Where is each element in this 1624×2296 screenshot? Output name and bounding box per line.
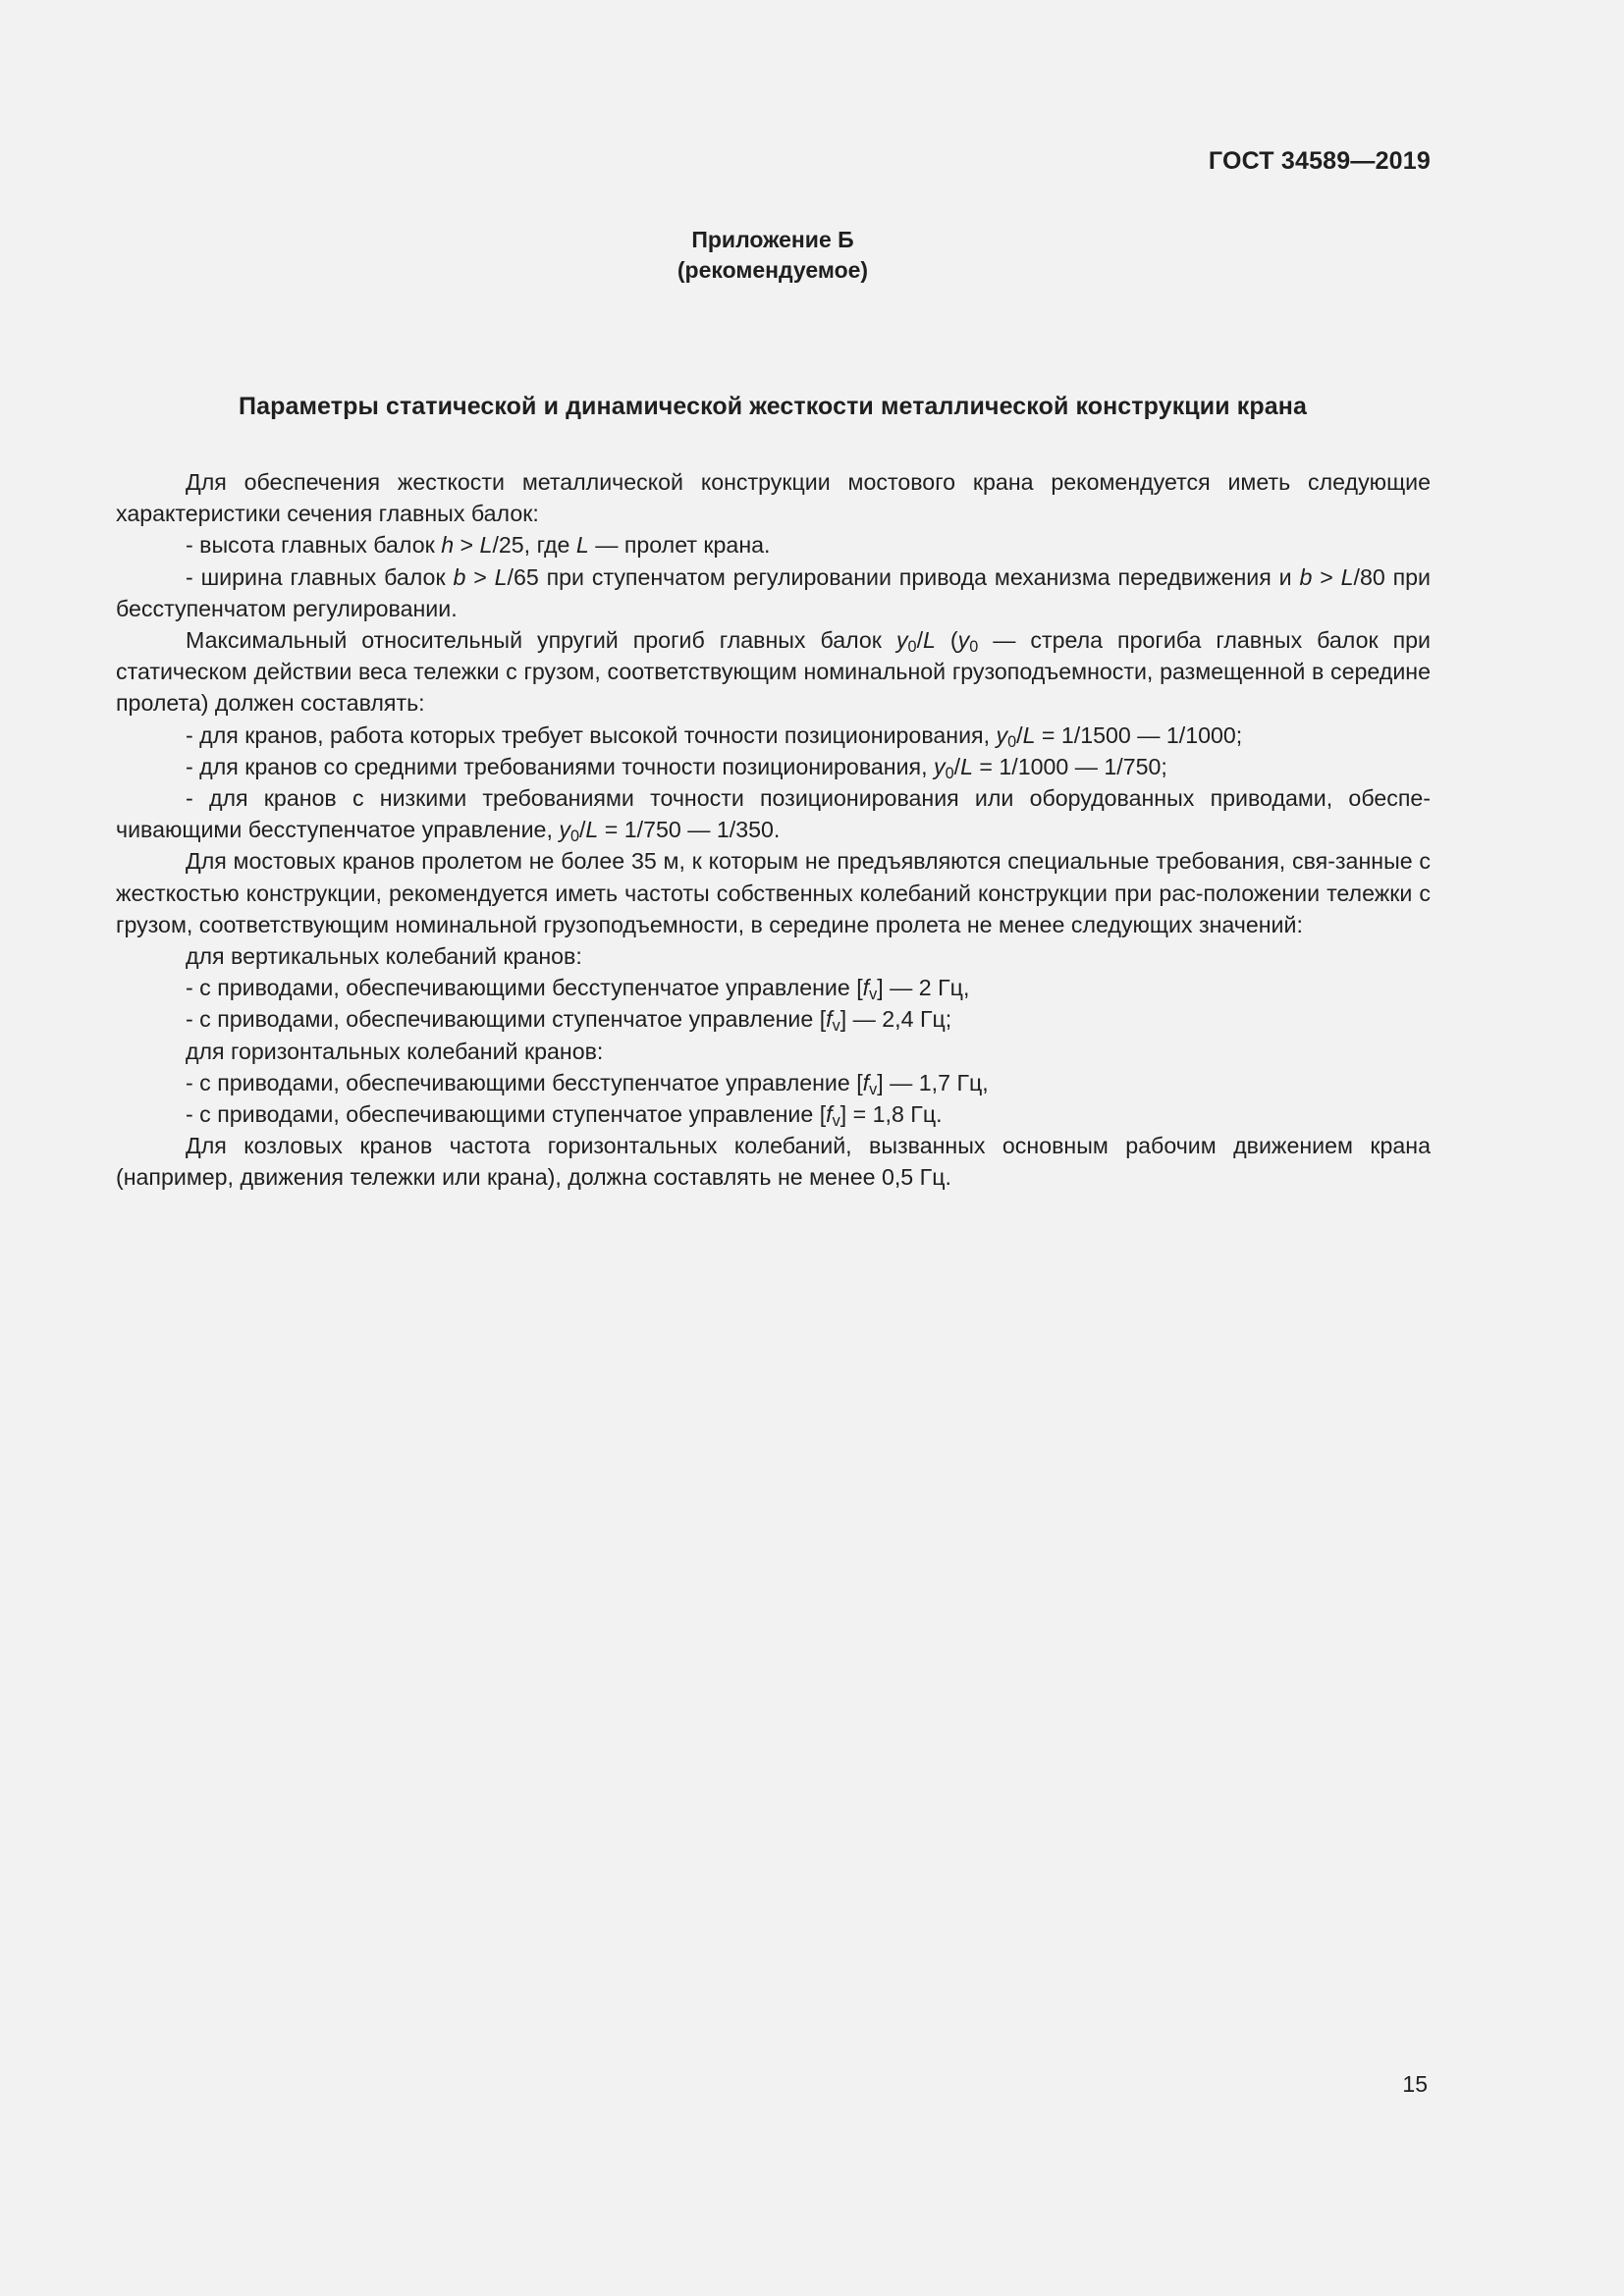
list-item-medium-precision: - для кранов со средними требованиями точности позиционирования, $y_0/L = 1/1000$ — 1/750; [186, 753, 1167, 782]
horizontal-oscillations-heading: для горизонтальных колебаний кранов: [186, 1038, 604, 1064]
list-item-high-precision: - для кранов, работа которых требует высокой точности позиционирования, $y_0/L = 1/1500$ — 1/1000; [186, 721, 1243, 751]
appendix-status: (рекомендуемое) [677, 257, 869, 283]
list-item-low-precision: - для кранов с низкими требованиями точности позиционирования или оборудованных приводами, обеспе-чивающими бесступенчатое управление, $y_0/L = 1/750$ — 1/350. [116, 785, 1431, 846]
paragraph-intro: Для обеспечения жесткости металлической конструкции мостового крана рекомендуется иметь следующие характеристики сечения главных балок: [116, 469, 1431, 527]
list-item-horizontal-stepped: - с приводами, обеспечивающими ступенчатое управление $[f_v] = 1,8$ Гц. [186, 1101, 943, 1131]
list-item-horizontal-stepless: - с приводами, обеспечивающими бесступенчатое управление $[f_v]$ — 1,7 Гц, [186, 1069, 989, 1098]
section-title: Параметры статической и динамической жесткости металлической конструкции крана [239, 393, 1307, 420]
paragraph-deflection: Максимальный относительный упругий прогиб главных балок $y_0/L$ ($y_0$ — стрела прогиба главных балок при статическом действии веса тележки с грузом, соответствующим номинальной грузоподъемности, размещенной в середине пролета) должен составлять: [116, 627, 1431, 717]
page-number: 15 [1402, 2071, 1428, 2097]
paragraph-frequencies: Для мостовых кранов пролетом не более 35 м, к которым не предъявляются специальные требования, свя-занные с жесткостью конструкции, рекомендуется иметь частоты собственных колебаний конструкции при рас-положении тележки с грузом, соответствующим номинальной грузоподъемности, в середине пролета не менее следующих значений: [116, 848, 1431, 937]
appendix-title: Приложение Б [691, 227, 854, 252]
document-code: ГОСТ 34589—2019 [1208, 147, 1431, 175]
list-item-vertical-stepped: - с приводами, обеспечивающими ступенчатое управление $[f_v]$ — 2,4 Гц; [186, 1006, 952, 1036]
appendix-heading [0, 225, 1545, 286]
body-text [116, 466, 1431, 1194]
paragraph-gantry-cranes: Для козловых кранов частота горизонтальных колебаний, вызванных основным рабочим движением крана (например, движения тележки или крана), должна составлять не менее 0,5 Гц. [116, 1133, 1431, 1191]
vertical-oscillations-heading: для вертикальных колебаний кранов: [186, 943, 582, 970]
list-item-width: - ширина главных балок b > L/65 при ступенчатом регулировании привода механизма передвижения и b > L/80 при бесступенчатом регулировании. [116, 563, 1432, 621]
list-item-vertical-stepless: - с приводами, обеспечивающими бесступенчатое управление $[f_v]$ — 2 Гц, [186, 975, 970, 1004]
list-item-height: - высота главных балок h > L/25, где L — пролет крана. [186, 532, 771, 559]
